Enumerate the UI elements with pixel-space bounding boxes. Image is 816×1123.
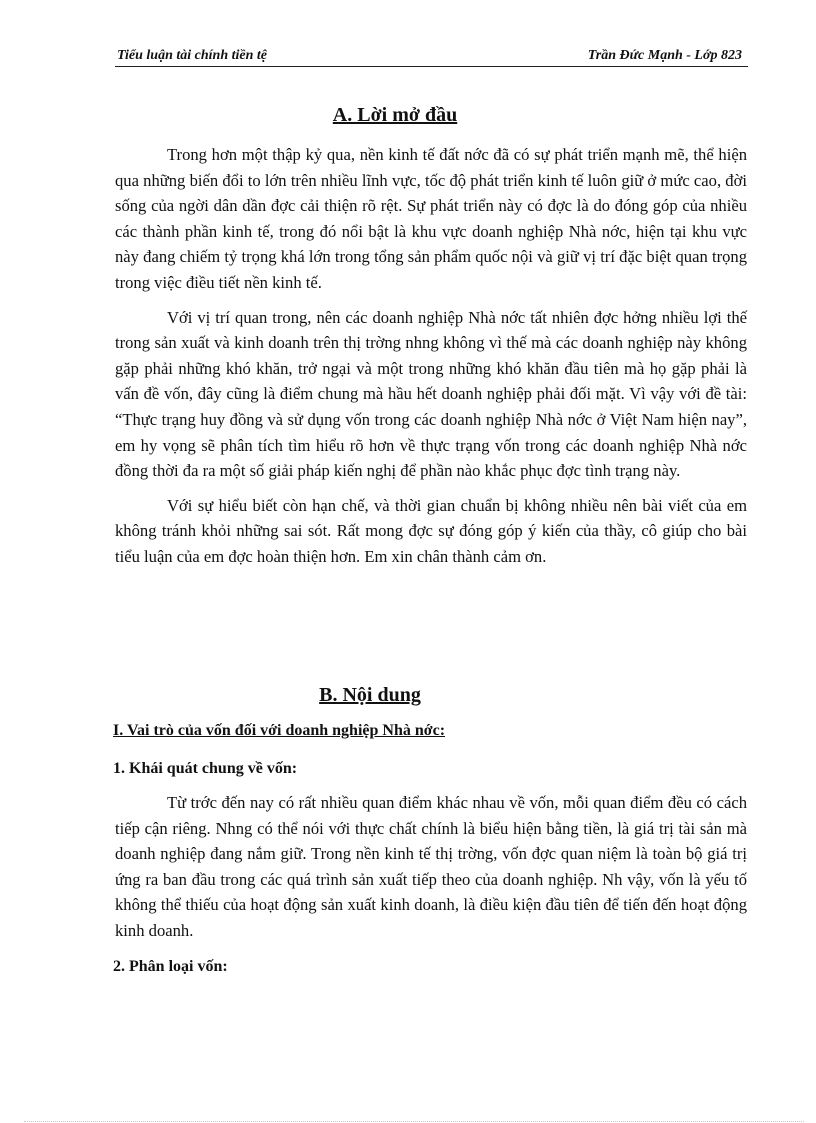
intro-text [115, 142, 747, 579]
intro-paragraph-1: Trong hơn một thập kỷ qua, nền kinh tế đất nớc đã có sự phát triển mạnh mẽ, thể hiện qua những biến đổi to lớn trên nhiều lĩnh vực, tốc độ phát triển kinh tế luôn giữ ở mức cao, đời sống của ngời dân dần đợc cải thiện rõ rệt. Sự phát triển này có đợc là do đóng góp của nhiều các thành phần kinh tế, trong đó nổi bật là khu vực doanh nghiệp Nhà nớc, hiện tại khu vực này đang chiếm tỷ trọng khá lớn trong tổng sản phẩm quốc nội và giữ vị trí đặc biệt quan trọng trong việc điều tiết nền kinh tế. [115, 145, 747, 292]
page-header [115, 48, 748, 67]
subsection-1-paragraph: Từ trớc đến nay có rất nhiều quan điểm khác nhau về vốn, mỗi quan điểm đều có cách tiếp cận riêng. Nhng có thể nói với thực chất chính là biểu hiện bằng tiền, là giá trị tài sản mà doanh nghiệp đang nắm giữ. Trong nền kinh tế thị trờng, vốn đợc quan niệm là toàn bộ giá trị ứng ra ban đầu trong các quá trình sản xuất tiếp theo của doanh nghiệp. Nh vậy, vốn là yếu tố không thể thiếu của hoạt động sản xuất kinh doanh, là điều kiện đầu tiên để tiến đến hoạt động kinh doanh. [115, 793, 747, 940]
subsection-1-text [115, 790, 747, 953]
subsection-2-heading: 2. Phân loại vốn: [113, 958, 228, 975]
header-course-title: Tiểu luận tài chính tiền tệ [117, 48, 268, 63]
part-1-heading: I. Vai trò của vốn đối với doanh nghiệp Nhà nớc: [113, 722, 446, 739]
section-b-title: B. Nội dung [319, 684, 421, 706]
header-author: Trần Đức Mạnh - Lớp 823 [587, 48, 742, 63]
subsection-1-heading: 1. Khái quát chung về vốn: [113, 760, 298, 777]
intro-paragraph-2: Với vị trí quan trong, nên các doanh nghiệp Nhà nớc tất nhiên đợc hởng nhiều lợi thế trong sản xuất và kinh doanh trên thị trờng nhng không vì thế mà các doanh nghiệp này không gặp phải những khó khăn, trở ngại và một trong những khó khăn đầu tiên mà họ gặp phải là vấn đề vốn, đây cũng là điểm chung mà hầu hết doanh nghiệp phải đối mặt. Vì vậy với đề tài: “Thực trạng huy đồng và sử dụng vốn trong các doanh nghiệp Nhà nớc ở Việt Nam hiện nay”, em hy vọng sẽ phân tích tìm hiểu rõ hơn về thực trạng vốn trong các doanh nghiệp Nhà nớc đồng thời đa ra một số giải pháp kiến nghị để phần nào khắc phục đợc tình trạng này. [115, 307, 747, 481]
intro-paragraph-3: Với sự hiểu biết còn hạn chế, và thời gian chuẩn bị không nhiều nên bài viết của em không tránh khỏi những sai sót. Rất mong đợc sự đóng góp ý kiến của thầy, cô giúp cho bài tiểu luận của em đợc hoàn thiện hơn. Em xin chân thành cảm ơn. [115, 495, 747, 566]
page-bottom-divider [24, 1121, 804, 1122]
section-a-title: A. Lời mở đầu [332, 104, 458, 126]
